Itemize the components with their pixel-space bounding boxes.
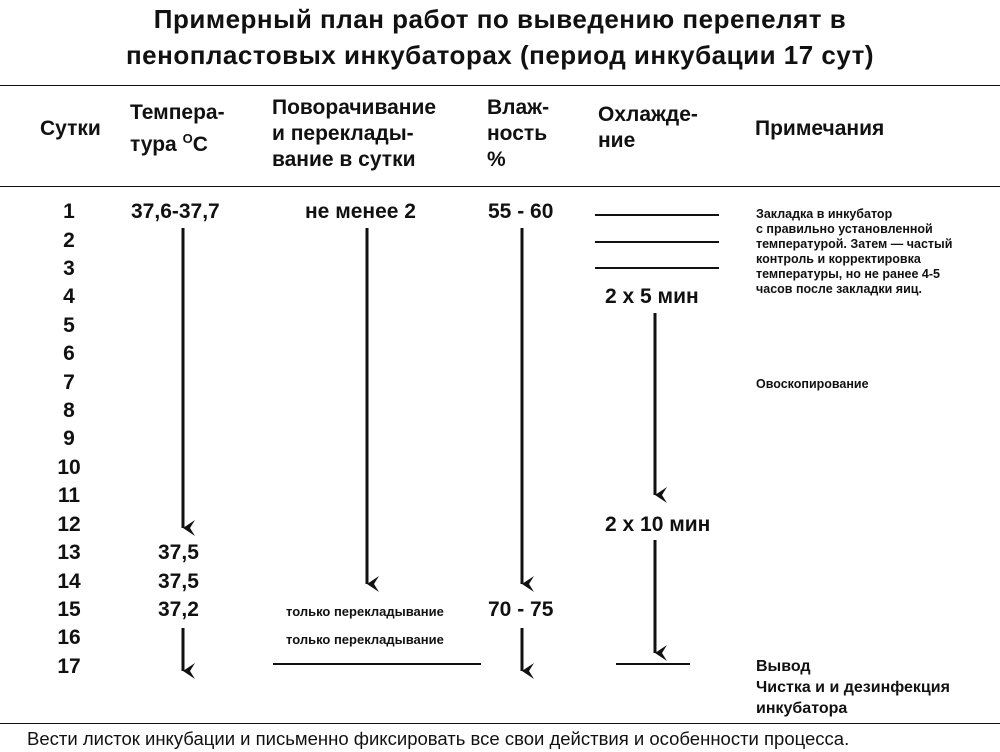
day-10: 10 xyxy=(57,456,81,479)
header-notes: Примечания xyxy=(755,117,885,140)
day-15: 15 xyxy=(57,598,81,621)
header-turning-line1: Поворачивание xyxy=(272,96,437,119)
day-5: 5 xyxy=(63,314,75,337)
humidity-day-1: 55 - 60 xyxy=(488,200,554,223)
turning-day-16: только перекладывание xyxy=(286,632,444,647)
day-8: 8 xyxy=(63,399,75,422)
header-day: Сутки xyxy=(40,117,101,140)
degree-symbol: O xyxy=(182,131,193,146)
day-9: 9 xyxy=(63,427,75,450)
header-cooling-line2: ние xyxy=(598,129,636,152)
header-humidity-line3: % xyxy=(487,148,506,171)
cooling-day-4: 2 х 5 мин xyxy=(605,285,699,308)
day-4: 4 xyxy=(63,285,75,308)
temp-day-13: 37,5 xyxy=(158,541,199,564)
header-temperature-line1: Темпера- xyxy=(130,101,225,124)
cooling-day-12: 2 х 10 мин xyxy=(605,513,711,536)
day-12: 12 xyxy=(57,513,81,536)
temp-day-15: 37,2 xyxy=(158,598,199,621)
turning-day-15: только перекладывание xyxy=(286,604,444,619)
note-day-7: Овоскопирование xyxy=(756,377,869,391)
day-2: 2 xyxy=(63,229,75,252)
temp-day-14: 37,5 xyxy=(158,570,199,593)
title-line-1: Примерный план работ по выведению перепелят в xyxy=(153,4,847,34)
day-7: 7 xyxy=(63,371,75,394)
humidity-day-15: 70 - 75 xyxy=(488,598,554,621)
day-17: 17 xyxy=(57,655,81,678)
footer-rule xyxy=(0,723,1000,724)
temp-day-1: 37,6-37,7 xyxy=(131,200,220,223)
day-16: 16 xyxy=(57,626,81,649)
day-14: 14 xyxy=(57,570,81,593)
footer-text: Вести листок инкубации и письменно фиксировать все свои действия и особенности процесса. xyxy=(27,728,850,749)
day-11: 11 xyxy=(57,484,81,507)
day-1: 1 xyxy=(63,200,75,223)
note-day-1: Закладка в инкубатор с правильно установленной температурой. Затем — частый контроль и корректировка температуры, но не ранее 4-5 часов после закладки яиц. xyxy=(756,207,953,296)
day-6: 6 xyxy=(63,342,75,365)
turning-day-1: не менее 2 xyxy=(305,200,416,223)
header-humidity-line1: Влаж- xyxy=(487,96,550,119)
day-13: 13 xyxy=(57,541,81,564)
header-turning-line2: и переклады- xyxy=(272,122,414,145)
header-cooling-line1: Охлажде- xyxy=(598,103,698,126)
note-day-17: Вывод Чистка и и дезинфекция инкубатора xyxy=(756,658,950,717)
header-humidity-line2: ность xyxy=(487,122,548,145)
title-line-2: пенопластовых инкубаторах (период инкубации 17 сут) xyxy=(125,40,875,70)
day-3: 3 xyxy=(63,257,75,280)
header-temperature-line2: тура $^O$C xyxy=(130,131,208,156)
header-turning-line3: вание в сутки xyxy=(272,148,416,171)
